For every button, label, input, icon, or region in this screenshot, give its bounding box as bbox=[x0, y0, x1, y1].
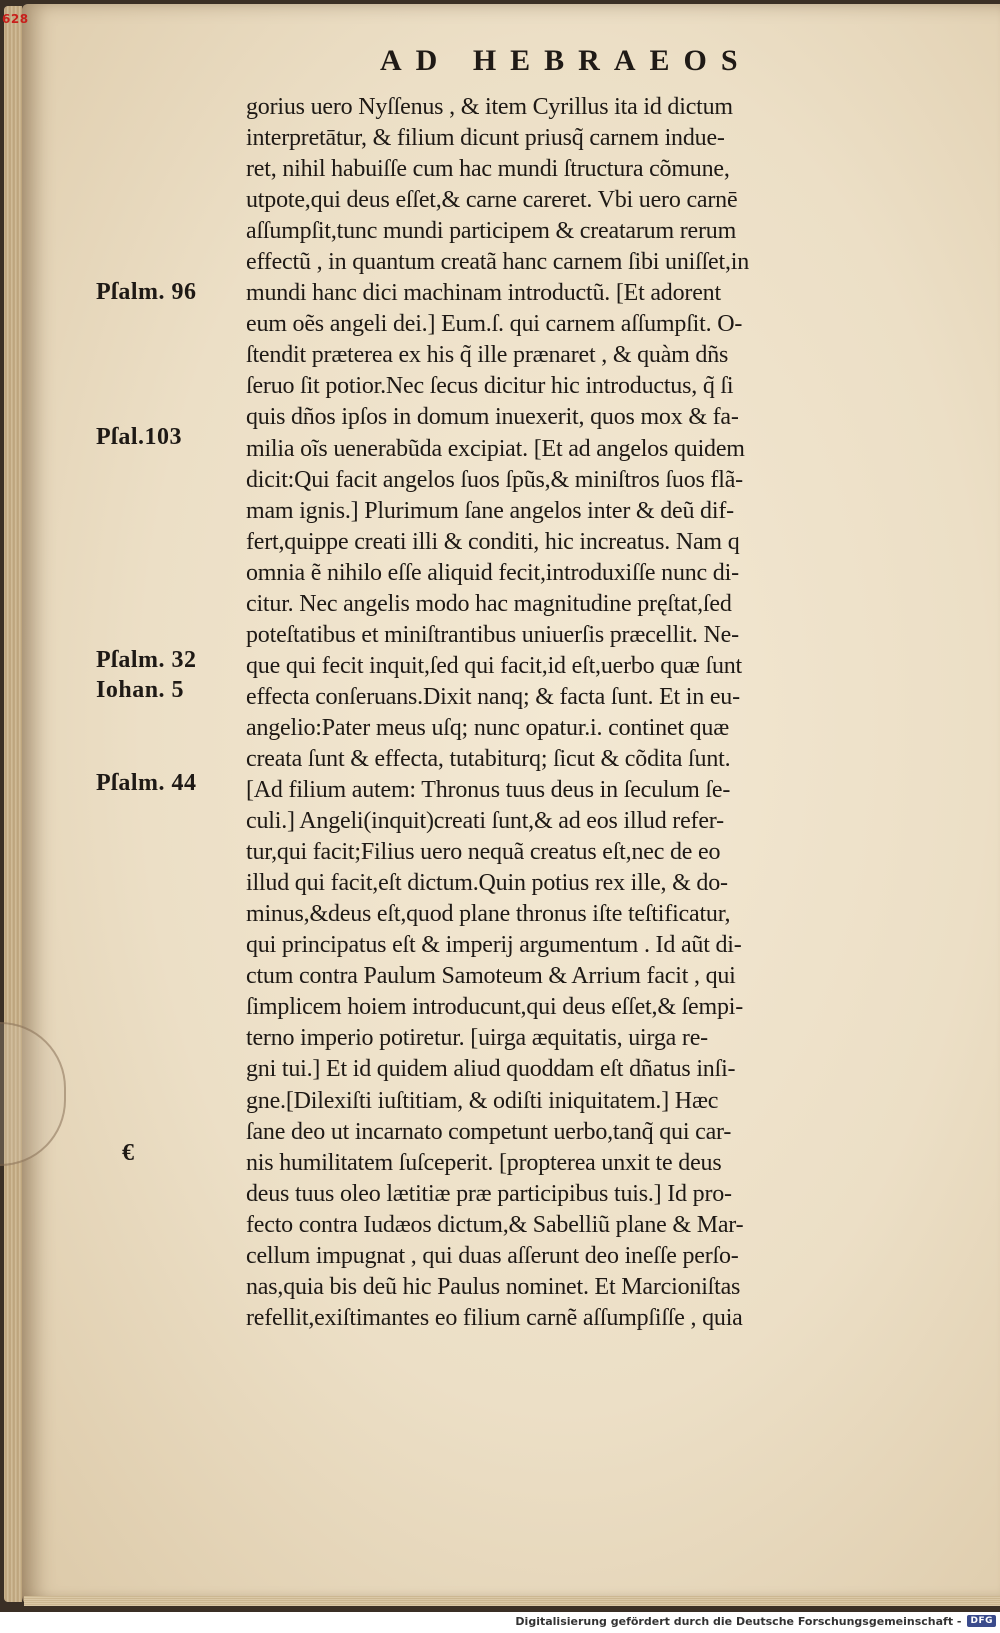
text-line: ſeruo ſit potior.Nec ſecus dicitur hic introductus, q̃ ſi bbox=[246, 373, 734, 400]
text-line: mam ignis.] Plurimum ſane angelos inter & deũ dif- bbox=[246, 497, 734, 524]
text-line: mundi hanc dici machinam introductũ. [Et adorent bbox=[246, 280, 721, 307]
text-line: eum oẽs angeli dei.] Eum.ſ. qui carnem aſſumpſit. O- bbox=[246, 311, 743, 338]
marginal-sign: € bbox=[122, 1140, 134, 1166]
text-line: nas,quia bis deũ hic Paulus nominet. Et Marcioniſtas bbox=[246, 1273, 741, 1300]
text-line: refellit,exiſtimantes eo filium carnẽ aſſumpſiſſe , quia bbox=[246, 1304, 743, 1331]
text-line: utpote,qui deus eſſet,& carne careret. Vbi uero carnē bbox=[246, 187, 738, 214]
text-line: ſtendit præterea ex his q̃ ille prænaret , & quàm dñs bbox=[246, 342, 729, 369]
text-line: tur,qui facit;Filius uero nequã creatus eſt,nec de eo bbox=[246, 839, 721, 866]
dfg-logo: DFG bbox=[967, 1615, 996, 1627]
text-line: poteſtatibus et miniſtrantibus uniuerſis præcellit. Ne- bbox=[246, 621, 739, 648]
text-line: ctum contra Paulum Samoteum & Arrium facit , qui bbox=[246, 963, 736, 990]
margin-note-psalm-96: Pſalm. 96 bbox=[96, 279, 197, 305]
text-line: nis humilitatem ſuſceperit. [propterea unxit te deus bbox=[246, 1149, 722, 1176]
text-line: ret, nihil habuiſſe cum hac mundi ſtructura cõmune, bbox=[246, 156, 730, 183]
text-line: qui principatus eſt & imperij argumentum . Id aũt di- bbox=[246, 932, 742, 959]
text-line: terno imperio potiretur. [uirga æquitatis, uirga re- bbox=[246, 1025, 708, 1052]
text-line: deus tuus oleo lætitiæ præ participibus tuis.] Id pro- bbox=[246, 1180, 732, 1207]
text-line: gne.[Dilexiſti iuſtitiam, & odiſti iniquitatem.] Hæc bbox=[246, 1087, 719, 1114]
text-line: omnia ẽ nihilo eſſe aliquid fecit,introduxiſſe nunc di- bbox=[246, 559, 739, 586]
text-line: effectũ , in quantum creatã hanc carnem ſibi uniſſet,in bbox=[246, 249, 750, 276]
page-bottom-edge bbox=[24, 1596, 1000, 1606]
text-line: creata ſunt & effecta, tutabiturq; ſicut & cõdita ſunt. bbox=[246, 745, 731, 772]
text-line: illud qui facit,eſt dictum.Quin potius rex ille, & do- bbox=[246, 870, 728, 897]
text-line: ſimplicem hoiem introducunt,qui deus eſſet,& ſempi- bbox=[246, 994, 744, 1021]
text-line: fert,quippe creati illi & conditi, hic increatus. Nam q bbox=[246, 528, 740, 555]
margin-note-psalm-44: Pſalm. 44 bbox=[96, 770, 197, 796]
text-line: que qui fecit inquit,ſed qui facit,id eſt,uerbo quæ ſunt bbox=[246, 652, 743, 679]
text-line: gorius uero Nyſſenus , & item Cyrillus ita id dictum bbox=[246, 94, 733, 120]
text-line: culi.] Angeli(inquit)creati ſunt,& ad eos illud refer- bbox=[246, 808, 724, 835]
running-header: AD HEBRAEOS bbox=[380, 44, 752, 77]
text-line: minus,&deus eſt,quod plane thronus iſte teſtificatur, bbox=[246, 901, 731, 928]
text-line: citur. Nec angelis modo hac magnitudine pręſtat,ſed bbox=[246, 590, 732, 617]
funding-credit: Digitalisierung gefördert durch die Deutsche Forschungsgemeinschaft - bbox=[515, 1614, 962, 1628]
text-line: ſane deo ut incarnato competunt uerbo,tanq̃ qui car- bbox=[246, 1118, 732, 1145]
body-text bbox=[246, 92, 946, 1334]
text-line: effecta conſeruans.Dixit nanq; & facta ſunt. Et in eu- bbox=[246, 683, 740, 710]
margin-note-psalm-103: Pſal.103 bbox=[96, 424, 182, 450]
margin-note-john-5: Iohan. 5 bbox=[96, 677, 185, 703]
digitization-footer bbox=[515, 1611, 996, 1631]
margin-note-psalm-32: Pſalm. 32 bbox=[96, 647, 197, 673]
text-line: fecto contra Iudæos dictum,& Sabelliũ plane & Mar- bbox=[246, 1211, 744, 1238]
text-line: cellum impugnat , qui duas aſſerunt deo ineſſe perſo- bbox=[246, 1242, 739, 1269]
text-line: aſſumpſit,tunc mundi participem & creatarum rerum bbox=[246, 218, 737, 245]
text-line: interpretātur, & filium dicunt priusq̃ carnem indue- bbox=[246, 125, 725, 152]
text-line: dicit:Qui facit angelos ſuos ſpũs,& miniſtros ſuos flã- bbox=[246, 466, 743, 493]
text-line: [Ad filium autem: Thronus tuus deus in ſeculum ſe- bbox=[246, 777, 731, 804]
page-stack-edge bbox=[4, 6, 22, 1602]
text-line: angelio:Pater meus uſq; nunc opatur.i. continet quæ bbox=[246, 714, 730, 741]
text-line: quis dños ipſos in domum inuexerit, quos mox & fa- bbox=[246, 404, 739, 431]
folio-number: 628 bbox=[2, 12, 29, 26]
text-line: gni tui.] Et id quidem aliud quoddam eſt dñatus inſi- bbox=[246, 1056, 736, 1083]
text-line: milia oĩs uenerabũda excipiat. [Et ad angelos quidem bbox=[246, 435, 745, 462]
